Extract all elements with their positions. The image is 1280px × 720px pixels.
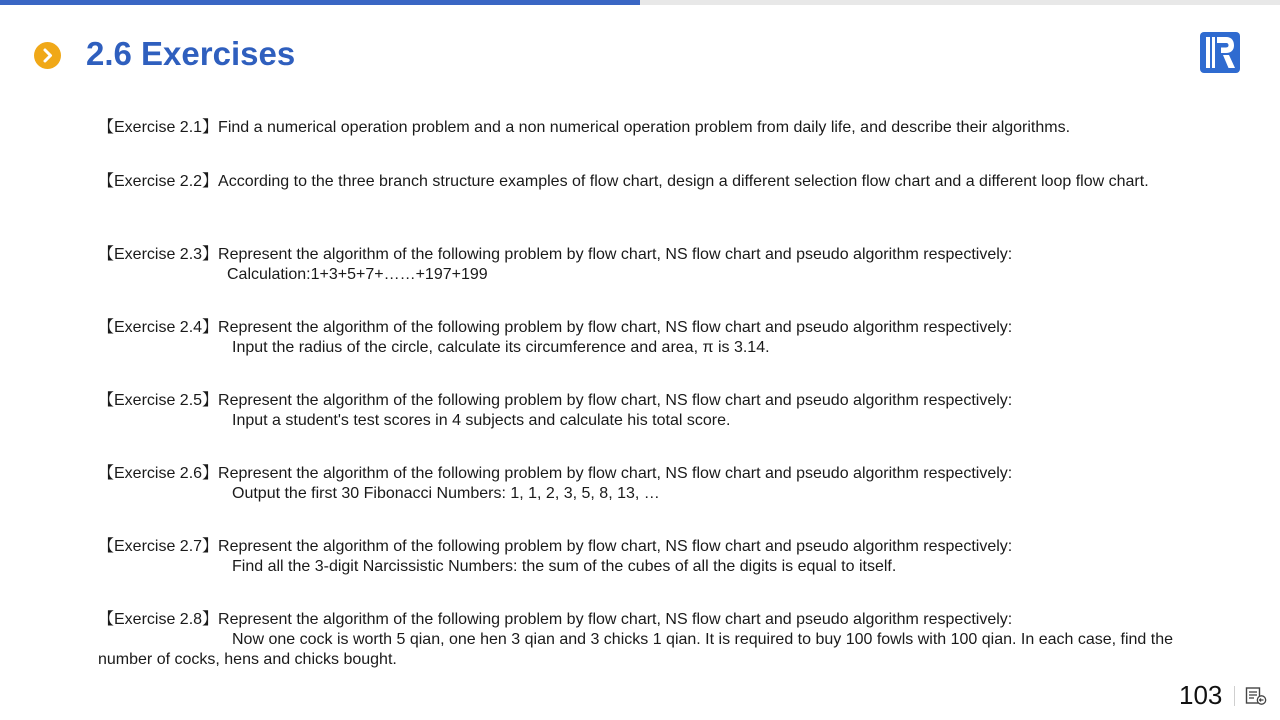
exercise-detail: Input the radius of the circle, calculate its circumference and area, π is 3.14.	[232, 339, 770, 356]
notes-icon[interactable]	[1245, 686, 1267, 706]
exercise-text: Represent the algorithm of the following problem by flow chart, NS flow chart and pseudo algorithm respectively:	[218, 538, 1013, 555]
exercise-label: 【Exercise 2.8】	[98, 611, 219, 628]
exercise-label: 【Exercise 2.4】	[98, 319, 219, 336]
chevron-right-icon	[34, 42, 61, 69]
exercise-label: 【Exercise 2.2】	[98, 173, 219, 190]
exercise-item	[98, 172, 1198, 192]
page-number: 103	[1179, 680, 1223, 710]
exercise-detail: Calculation:1+3+5+7+……+197+199	[227, 266, 488, 283]
exercise-detail: Output the first 30 Fibonacci Numbers: 1, 1, 2, 3, 5, 8, 13, …	[232, 485, 660, 502]
exercise-label: 【Exercise 2.3】	[98, 246, 219, 263]
exercise-text: Find a numerical operation problem and a non numerical operation problem from daily life, and describe their algorithms.	[218, 119, 1071, 136]
r-logo-icon	[1199, 31, 1241, 74]
progress-fill	[0, 0, 640, 5]
exercise-detail: Input a student's test scores in 4 subjects and calculate his total score.	[232, 412, 731, 429]
exercise-item	[98, 391, 1198, 431]
exercise-item	[98, 318, 1198, 358]
exercise-text: Represent the algorithm of the following problem by flow chart, NS flow chart and pseudo algorithm respectively:	[218, 392, 1013, 409]
exercise-item	[98, 537, 1198, 577]
footer-divider	[1234, 686, 1235, 706]
exercise-item	[98, 245, 1198, 285]
progress-track	[0, 0, 1280, 5]
exercise-text: Represent the algorithm of the following problem by flow chart, NS flow chart and pseudo algorithm respectively:	[218, 246, 1013, 263]
page-title: 2.6 Exercises	[86, 35, 296, 72]
exercise-text: According to the three branch structure examples of flow chart, design a different selection flow chart and a different loop flow chart.	[218, 173, 1149, 190]
exercise-label: 【Exercise 2.6】	[98, 465, 219, 482]
exercise-text: Represent the algorithm of the following problem by flow chart, NS flow chart and pseudo algorithm respectively:	[218, 611, 1013, 628]
exercise-detail: Find all the 3-digit Narcissistic Numbers: the sum of the cubes of all the digits is equal to itself.	[232, 558, 897, 575]
exercise-item	[98, 610, 1198, 670]
exercise-label: 【Exercise 2.7】	[98, 538, 219, 555]
exercise-text: Represent the algorithm of the following problem by flow chart, NS flow chart and pseudo algorithm respectively:	[218, 319, 1013, 336]
exercise-item	[98, 464, 1198, 504]
exercise-detail: Now one cock is worth 5 qian, one hen 3 qian and 3 chicks 1 qian. It is required to buy 100 fowls with 100 qian. In each case, find the number of cocks, hens and chicks bought.	[98, 631, 1174, 668]
exercise-label: 【Exercise 2.1】	[98, 119, 219, 136]
exercise-text: Represent the algorithm of the following problem by flow chart, NS flow chart and pseudo algorithm respectively:	[218, 465, 1013, 482]
exercise-label: 【Exercise 2.5】	[98, 392, 219, 409]
exercise-item	[98, 118, 1198, 138]
